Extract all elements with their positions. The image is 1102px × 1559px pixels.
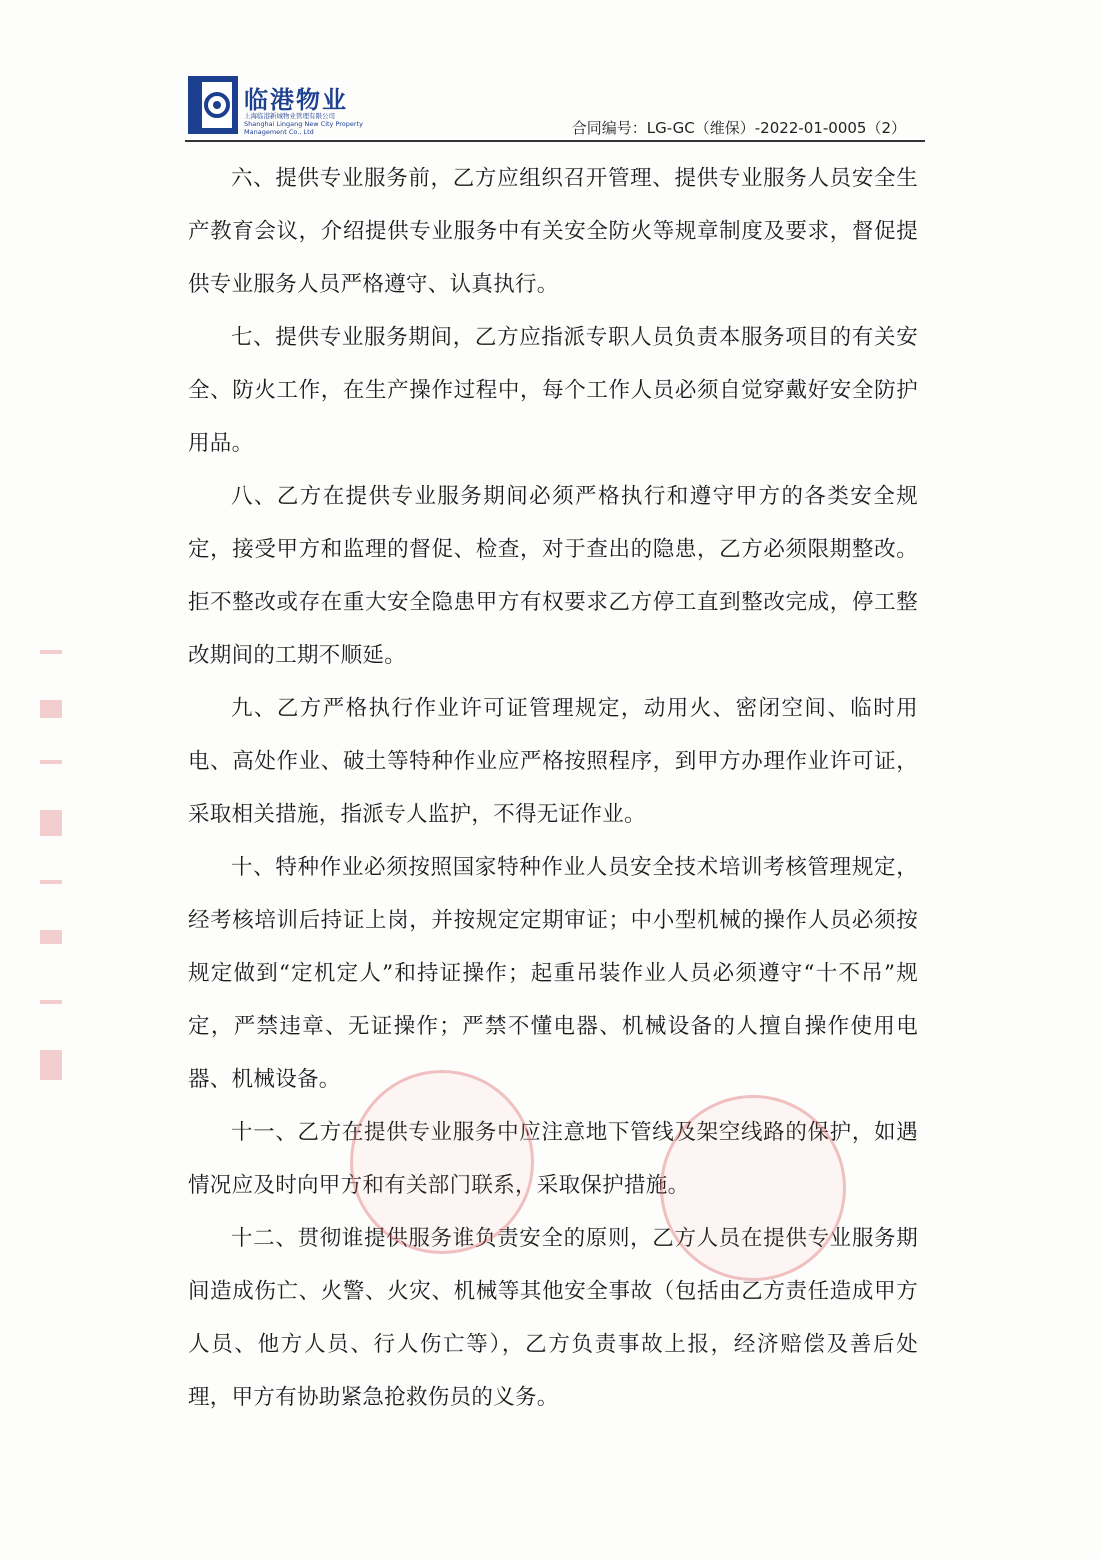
company-logo-subtitle: 上海临港新城物业管理有限公司 Shanghai Lingang New City Property Management Co., Ltd — [244, 112, 363, 136]
red-seal-stamp-icon — [660, 1095, 846, 1281]
clause-7: 七、提供专业服务期间，乙方应指派专职人员负责本服务项目的有关安全、防火工作，在生产操作过程中，每个工作人员必须自觉穿戴好安全防护用品。 — [188, 325, 918, 456]
clause-10: 十、特种作业必须按照国家特种作业人员安全技术培训考核管理规定，经考核培训后持证上岗，并按规定定期审证；中小型机械的操作人员必须按规定做到“定机定人”和持证操作；起重吊装作业人员必须遵守“十不吊”规定，严禁违章、无证操作；严禁不懂电器、机械设备的人擅自操作使用电器、机械设备。 — [188, 855, 918, 1092]
clause-9: 九、乙方严格执行作业许可证管理规定，动用火、密闭空间、临时用电、高处作业、破土等特种作业应严格按照程序，到甲方办理作业许可证，采取相关措施，指派专人监护，不得无证作业。 — [188, 696, 918, 827]
clause-6: 六、提供专业服务前，乙方应组织召开管理、提供专业服务人员安全生产教育会议，介绍提供专业服务中有关安全防火等规章制度及要求，督促提供专业服务人员严格遵守、认真执行。 — [188, 166, 918, 297]
company-logo-icon — [188, 76, 238, 134]
header-divider — [185, 140, 925, 142]
contract-number: 合同编号：LG-GC（维保）-2022-01-0005（2） — [571, 119, 906, 137]
clause-11: 十一、乙方在提供专业服务中应注意地下管线及架空线路的保护，如遇情况应及时向甲方和有关部门联系，采取保护措施。 — [188, 1120, 918, 1198]
red-seal-stamp-icon — [350, 1070, 534, 1254]
company-logo-text: 临港物业 — [244, 86, 348, 114]
clause-12: 十二、贯彻谁提供服务谁负责安全的原则，乙方人员在提供专业服务期间造成伤亡、火警、火灾、机械等其他安全事故（包括由乙方责任造成甲方人员、他方人员、行人伤亡等），乙方负责事故上报，经济赔偿及善后处理，甲方有协助紧急抢救伤员的义务。 — [188, 1226, 918, 1410]
clause-8: 八、乙方在提供专业服务期间必须严格执行和遵守甲方的各类安全规定，接受甲方和监理的督促、检查，对于查出的隐患，乙方必须限期整改。拒不整改或存在重大安全隐患甲方有权要求乙方停工直到整改完成，停工整改期间的工期不顺延。 — [188, 484, 918, 668]
perforation-seal-icon — [34, 640, 68, 1110]
